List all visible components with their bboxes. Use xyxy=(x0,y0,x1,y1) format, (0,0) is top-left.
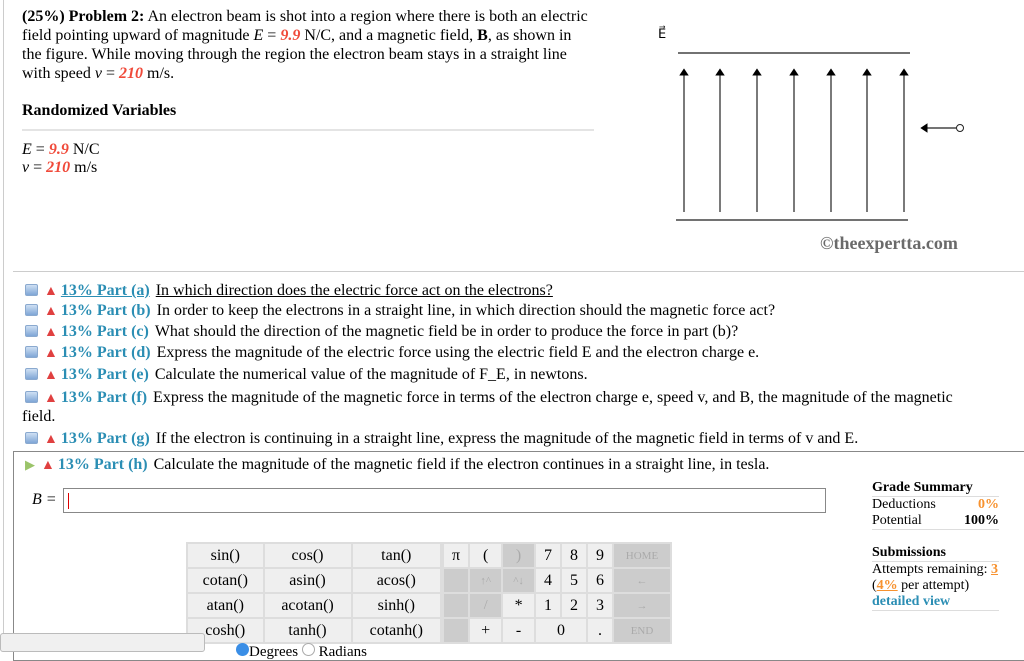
part-icon xyxy=(25,432,38,444)
part-label[interactable]: 13% Part (b) xyxy=(60,302,151,319)
key-atan[interactable]: atan() xyxy=(187,593,264,618)
warning-icon: ▲ xyxy=(41,458,55,473)
watermark: ©theexpertta.com xyxy=(820,233,958,253)
play-icon: ▶ xyxy=(25,457,35,472)
problem-statement xyxy=(22,7,592,83)
submissions-title: Submissions xyxy=(872,545,999,562)
part-f-continued: field. xyxy=(22,408,56,425)
part-b[interactable] xyxy=(25,302,775,320)
deductions-label: Deductions xyxy=(872,497,936,512)
v-symbol: v xyxy=(22,159,30,176)
potential-row xyxy=(872,513,999,530)
v-unit: m/s xyxy=(70,159,98,176)
key-down-power[interactable]: ^↓ xyxy=(502,568,535,593)
key-decimal[interactable]: . xyxy=(587,618,613,643)
key-1[interactable]: 1 xyxy=(535,593,561,618)
key-cos[interactable]: cos() xyxy=(264,543,352,568)
e-unit: N/C xyxy=(68,141,100,158)
attempts-info xyxy=(872,562,999,594)
e-value: 9.9 xyxy=(48,141,69,158)
number-keypad xyxy=(442,542,672,644)
part-icon xyxy=(25,284,38,296)
equals: = xyxy=(31,141,49,158)
part-question: Calculate the magnitude of the magnetic field if the electron continues in a straight line, in tesla. xyxy=(153,456,770,473)
part-question: If the electron is continuing in a straight line, express the magnitude of the magnetic field in terms of v and E. xyxy=(155,430,859,447)
key-tanh[interactable]: tanh() xyxy=(264,618,352,643)
part-label[interactable]: 13% Part (g) xyxy=(60,430,150,447)
per-attempt-value: 4% xyxy=(876,578,898,593)
warning-icon: ▲ xyxy=(44,391,58,406)
part-label[interactable]: 13% Part (d) xyxy=(60,344,151,361)
key-0[interactable]: 0 xyxy=(535,618,587,643)
answer-input[interactable] xyxy=(63,488,826,513)
key-9[interactable]: 9 xyxy=(587,543,613,568)
part-icon xyxy=(25,391,38,403)
part-icon xyxy=(25,346,38,358)
b-symbol: B xyxy=(477,27,488,44)
part-icon xyxy=(25,368,38,380)
detailed-view-link[interactable]: detailed view xyxy=(872,594,999,611)
warning-icon: ▲ xyxy=(44,304,58,319)
part-f[interactable] xyxy=(25,389,953,407)
per-attempt-label: per attempt) xyxy=(897,578,970,593)
key-left-arrow[interactable]: ← xyxy=(613,568,671,593)
key-cotanh[interactable]: cotanh() xyxy=(352,618,441,643)
attempts-value: 3 xyxy=(990,562,998,577)
warning-icon: ▲ xyxy=(44,325,58,340)
part-question: Express the magnitude of the magnetic force in terms of the electron charge e, speed v, and B, the magnitude of the magnetic xyxy=(153,389,953,406)
key-end[interactable]: END xyxy=(613,618,671,643)
problem-text: N/C, and a magnetic field, xyxy=(300,27,478,44)
key-cosh[interactable]: cosh() xyxy=(187,618,264,643)
radians-label: Radians xyxy=(318,644,367,660)
part-icon xyxy=(25,325,38,337)
key-7[interactable]: 7 xyxy=(535,543,561,568)
key-blank xyxy=(443,568,469,593)
part-icon xyxy=(25,304,38,316)
part-a[interactable] xyxy=(25,282,553,300)
part-label[interactable]: 13% Part (e) xyxy=(60,366,149,383)
warning-icon: ▲ xyxy=(44,368,58,383)
warning-icon: ▲ xyxy=(44,284,58,299)
key-acotan[interactable]: acotan() xyxy=(264,593,352,618)
variable-e xyxy=(22,141,99,159)
key-divide[interactable]: / xyxy=(469,593,502,618)
key-open-paren[interactable]: ( xyxy=(469,543,502,568)
part-question: In order to keep the electrons in a straight line, in which direction should the magnetic force act? xyxy=(156,302,776,319)
key-pi[interactable]: π xyxy=(443,543,469,568)
part-label[interactable]: 13% Part (f) xyxy=(60,389,148,406)
e-value: 9.9 xyxy=(280,27,301,44)
equals: = xyxy=(101,65,120,82)
part-question: Express the magnitude of the electric force using the electric field E and the electron charge e. xyxy=(156,344,760,361)
field-label: E⃗ xyxy=(658,26,667,41)
problem-text: , as shown in the figure. While moving through the region the electron beam stays in a straight line with speed xyxy=(22,27,572,82)
key-sinh[interactable]: sinh() xyxy=(352,593,441,618)
key-8[interactable]: 8 xyxy=(561,543,587,568)
attempts-label: Attempts remaining: xyxy=(872,562,991,577)
text-caret xyxy=(68,493,69,509)
part-e[interactable] xyxy=(25,366,588,384)
key-sin[interactable]: sin() xyxy=(187,543,264,568)
key-blank xyxy=(443,618,469,643)
degrees-radio[interactable] xyxy=(236,643,249,656)
key-multiply[interactable]: * xyxy=(502,593,535,618)
e-symbol: E xyxy=(22,141,32,158)
v-value: 210 xyxy=(46,159,71,176)
key-2[interactable]: 2 xyxy=(561,593,587,618)
part-question: In which direction does the electric force act on the electrons? xyxy=(155,282,553,299)
answer-label: B = xyxy=(32,491,57,508)
part-question: Calculate the numerical value of the magnitude of F_E, in newtons. xyxy=(154,366,588,383)
submissions xyxy=(872,545,999,611)
part-label[interactable]: 13% Part (a) xyxy=(60,282,150,299)
angle-mode xyxy=(236,643,367,659)
divider xyxy=(22,129,594,131)
equals: = xyxy=(29,159,47,176)
key-plus[interactable]: + xyxy=(469,618,502,643)
key-up-power[interactable]: ↑^ xyxy=(469,568,502,593)
randomized-variables-title: Randomized Variables xyxy=(22,102,177,119)
key-home[interactable]: HOME xyxy=(613,543,671,568)
part-h[interactable] xyxy=(25,456,769,474)
deductions-row xyxy=(872,497,999,513)
part-d[interactable] xyxy=(25,344,759,362)
part-g[interactable] xyxy=(25,430,858,448)
problem-label: Problem 2: xyxy=(68,8,145,25)
v-symbol: v xyxy=(94,65,102,82)
function-keypad xyxy=(186,542,442,644)
key-acos[interactable]: acos() xyxy=(352,568,441,593)
part-label[interactable]: 13% Part (h) xyxy=(57,456,148,473)
problem-weight: (25%) xyxy=(22,8,65,25)
potential-label: Potential xyxy=(872,513,922,528)
key-6[interactable]: 6 xyxy=(587,568,613,593)
deductions-value: 0% xyxy=(978,497,999,512)
problem-text: An electron beam is shot into a region where there is both an electric field pointing upward of magnitude xyxy=(22,8,588,44)
key-cotan[interactable]: cotan() xyxy=(187,568,264,593)
v-value: 210 xyxy=(119,65,144,82)
key-right-arrow[interactable]: → xyxy=(613,593,671,618)
paren: ( xyxy=(872,578,877,593)
equals: = xyxy=(263,27,281,44)
part-question: What should the direction of the magnetic field be in order to produce the force in part (b)? xyxy=(154,323,739,340)
bottom-tab[interactable] xyxy=(0,633,205,652)
grade-summary xyxy=(872,480,999,530)
divider xyxy=(13,271,1024,272)
potential-value: 100% xyxy=(964,513,999,528)
key-asin[interactable]: asin() xyxy=(264,568,352,593)
key-4[interactable]: 4 xyxy=(535,568,561,593)
field-diagram xyxy=(660,40,980,230)
key-tan[interactable]: tan() xyxy=(352,543,441,568)
key-3[interactable]: 3 xyxy=(587,593,613,618)
key-5[interactable]: 5 xyxy=(561,568,587,593)
variable-v xyxy=(22,159,97,177)
problem-text: m/s. xyxy=(143,65,175,82)
electron-source xyxy=(957,125,964,132)
e-symbol: E xyxy=(253,27,264,44)
degrees-label: Degrees xyxy=(249,644,299,660)
key-minus[interactable]: - xyxy=(502,618,535,643)
warning-icon: ▲ xyxy=(44,346,58,361)
key-blank xyxy=(443,593,469,618)
part-label[interactable]: 13% Part (c) xyxy=(60,323,149,340)
grade-summary-title: Grade Summary xyxy=(872,480,999,497)
key-close-paren[interactable]: ) xyxy=(502,543,535,568)
part-c[interactable] xyxy=(25,323,738,341)
radians-radio[interactable] xyxy=(302,643,315,656)
warning-icon: ▲ xyxy=(44,432,58,447)
